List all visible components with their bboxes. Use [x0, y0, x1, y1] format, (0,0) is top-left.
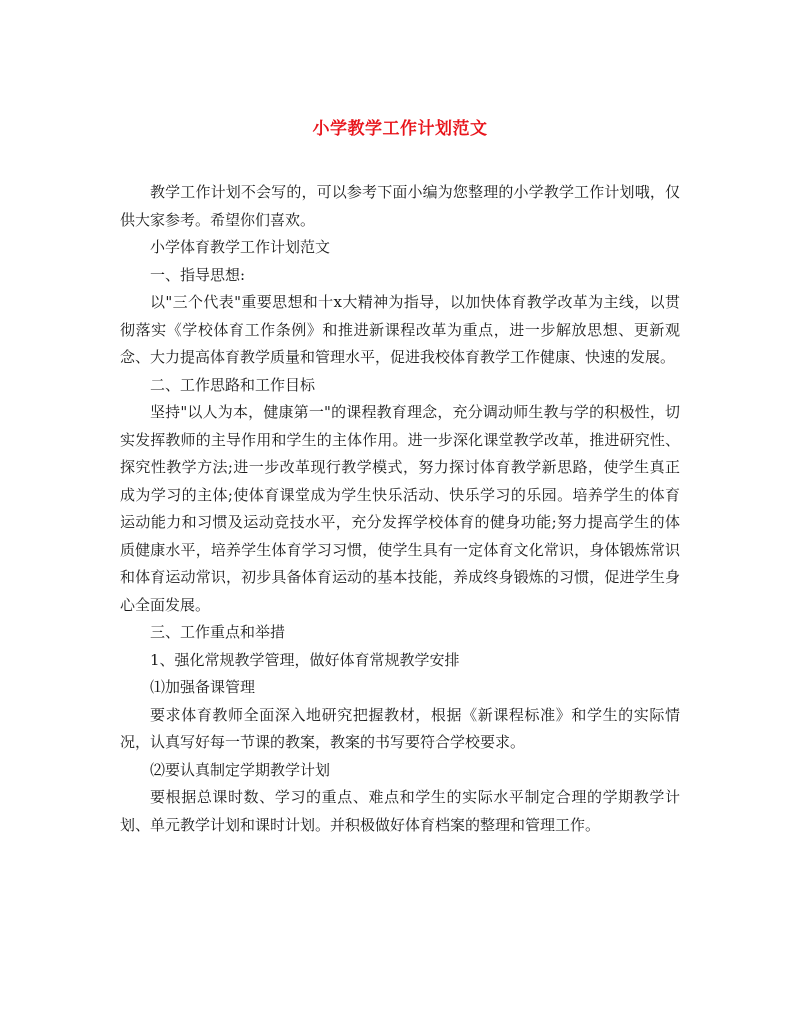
section-heading-plan: 小学体育教学工作计划范文 [150, 238, 331, 256]
work-ideas-paragraph: 坚持"以人为本，健康第一"的课程教育理念，充分调动师生教与学的积极性，切实发挥教师的主导作用和学生的主体作用。进一步深化课堂教学改革，推进研究性、探究性教学方法;进一步改革现行教学模式，努力探讨体育教学新思路，使学生真正成为学习的主体;使体育课堂成为学生快乐活动、快乐学习的乐园。培养学生的体育运动能力和习惯及运动竞技水平，充分发挥学校体育的健身功能;努力提高学生的体质健康水平，培养学生体育学习习惯，使学生具有一定体育文化常识，身体锻炼常识和体育运动常识，初步具备体育运动的基本技能，养成终身锻炼的习惯，促进学生身心全面发展。 [120, 403, 680, 614]
semester-plan-paragraph: 要根据总课时数、学习的重点、难点和学生的实际水平制定合理的学期教学计划、单元教学计划和课时计划。并积极做好体育档案的整理和管理工作。 [120, 788, 680, 834]
intro-paragraph: 教学工作计划不会写的，可以参考下面小编为您整理的小学教学工作计划哦，仅供大家参考。希望你们喜欢。 [120, 183, 680, 229]
subheading-routine-management: 1、强化常规教学管理，做好体育常规教学安排 [150, 650, 460, 669]
document-title: 小学教学工作计划范文 [312, 119, 488, 139]
guiding-ideology-paragraph: 以"三个代表"重要思想和十x大精神为指导，以加快体育教学改革为主线，以贯彻落实《学校体育工作条例》和推进新课程改革为重点，进一步解放思想、更新观念、大力提高体育教学质量和管理水平，促进我校体育教学工作健康、快速的发展。 [120, 293, 680, 366]
section-heading-work-ideas: 二、工作思路和工作目标 [150, 375, 316, 394]
lesson-preparation-paragraph: 要求体育教师全面深入地研究把握教材，根据《新课程标准》和学生的实际情况，认真写好每一节课的教案，教案的书写要符合学校要求。 [120, 705, 680, 751]
document-body [120, 179, 680, 839]
section-heading-guiding-ideology: 一、指导思想: [150, 265, 246, 284]
section-heading-key-points: 三、工作重点和举措 [150, 623, 286, 641]
subheading-lesson-preparation: ⑴加强备课管理 [150, 678, 256, 696]
subheading-semester-plan: ⑵要认真制定学期教学计划 [150, 760, 331, 779]
